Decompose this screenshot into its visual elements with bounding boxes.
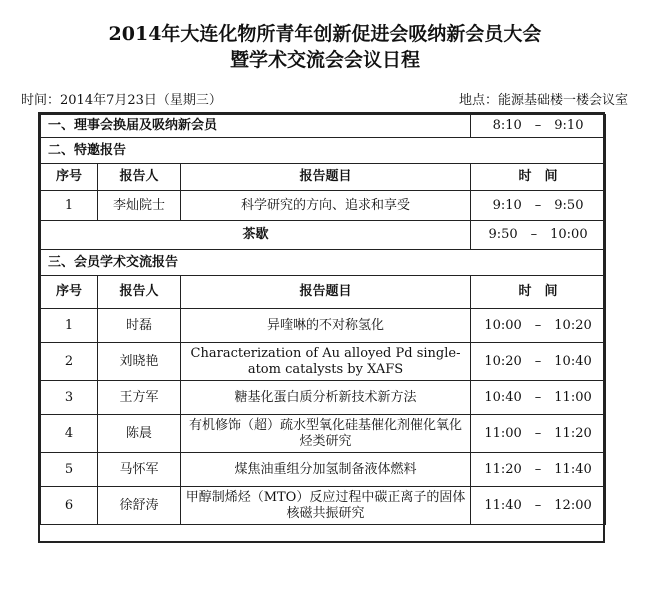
talk-topic: 甲醇制烯烃（MTO）反应过程中碳正离子的固体核磁共振研究 [181, 487, 471, 525]
schedule-table [40, 114, 606, 525]
header-time: 时 间 [471, 276, 606, 309]
talk-reporter: 刘晓艳 [98, 343, 181, 381]
table-row [41, 487, 606, 525]
talk-no: 4 [41, 415, 98, 453]
talk-no: 2 [41, 343, 98, 381]
talk-reporter: 陈晨 [98, 415, 181, 453]
talk-topic: 科学研究的方向、追求和享受 [181, 191, 471, 221]
talk-topic: 煤焦油重组分加氢制备液体燃料 [181, 453, 471, 487]
talk-time: 10:20 – 10:40 [471, 343, 606, 381]
section-1-time: 8:10 – 9:10 [471, 115, 606, 138]
talk-topic: 有机修饰（超）疏水型氧化硅基催化剂催化氧化烃类研究 [181, 415, 471, 453]
section-1-row [41, 115, 606, 138]
talk-time: 11:00 – 11:20 [471, 415, 606, 453]
talk-topic: Characterization of Au alloyed Pd single-atom catalysts by XAFS [181, 343, 471, 381]
talk-reporter: 马怀军 [98, 453, 181, 487]
section-3-row [41, 250, 606, 276]
page-subtitle: 暨学术交流会会议日程 [229, 49, 420, 71]
talk-time: 11:20 – 11:40 [471, 453, 606, 487]
table-row [41, 415, 606, 453]
meeting-place: 地点：能源基础楼一楼会议室 [458, 93, 628, 108]
table-row [41, 191, 606, 221]
talk-time: 10:00 – 10:20 [471, 309, 606, 343]
talk-reporter: 王方军 [98, 381, 181, 415]
invited-header-row [41, 164, 606, 191]
tea-break-label: 茶歇 [41, 221, 471, 250]
table-row [41, 381, 606, 415]
header-no: 序号 [41, 276, 98, 309]
header-reporter: 报告人 [98, 276, 181, 309]
talk-no: 3 [41, 381, 98, 415]
header-no: 序号 [41, 164, 98, 191]
section-2-title: 二、特邀报告 [41, 138, 606, 164]
talk-no: 5 [41, 453, 98, 487]
talk-time: 9:10 – 9:50 [471, 191, 606, 221]
header-topic: 报告题目 [181, 164, 471, 191]
talk-time: 11:40 – 12:00 [471, 487, 606, 525]
talk-topic: 糖基化蛋白质分析新技术新方法 [181, 381, 471, 415]
talk-reporter: 李灿院士 [98, 191, 181, 221]
talk-no: 6 [41, 487, 98, 525]
table-row [41, 309, 606, 343]
header-reporter: 报告人 [98, 164, 181, 191]
page-title: 2014年大连化物所青年创新促进会吸纳新会员大会 [108, 23, 542, 45]
section-1-title: 一、理事会换届及吸纳新会员 [41, 115, 471, 138]
talks-header-row [41, 276, 606, 309]
talk-no: 1 [41, 309, 98, 343]
tea-break-row [41, 221, 606, 250]
table-row [41, 453, 606, 487]
talk-reporter: 时磊 [98, 309, 181, 343]
header-time: 时 间 [471, 164, 606, 191]
meeting-time: 时间：2014年7月23日（星期三） [21, 93, 222, 108]
talk-no: 1 [41, 191, 98, 221]
talk-time: 10:40 – 11:00 [471, 381, 606, 415]
talk-reporter: 徐舒涛 [98, 487, 181, 525]
section-2-row [41, 138, 606, 164]
header-topic: 报告题目 [181, 276, 471, 309]
talk-topic: 异喹啉的不对称氢化 [181, 309, 471, 343]
table-row [41, 343, 606, 381]
section-3-title: 三、会员学术交流报告 [41, 250, 606, 276]
tea-break-time: 9:50 – 10:00 [471, 221, 606, 250]
